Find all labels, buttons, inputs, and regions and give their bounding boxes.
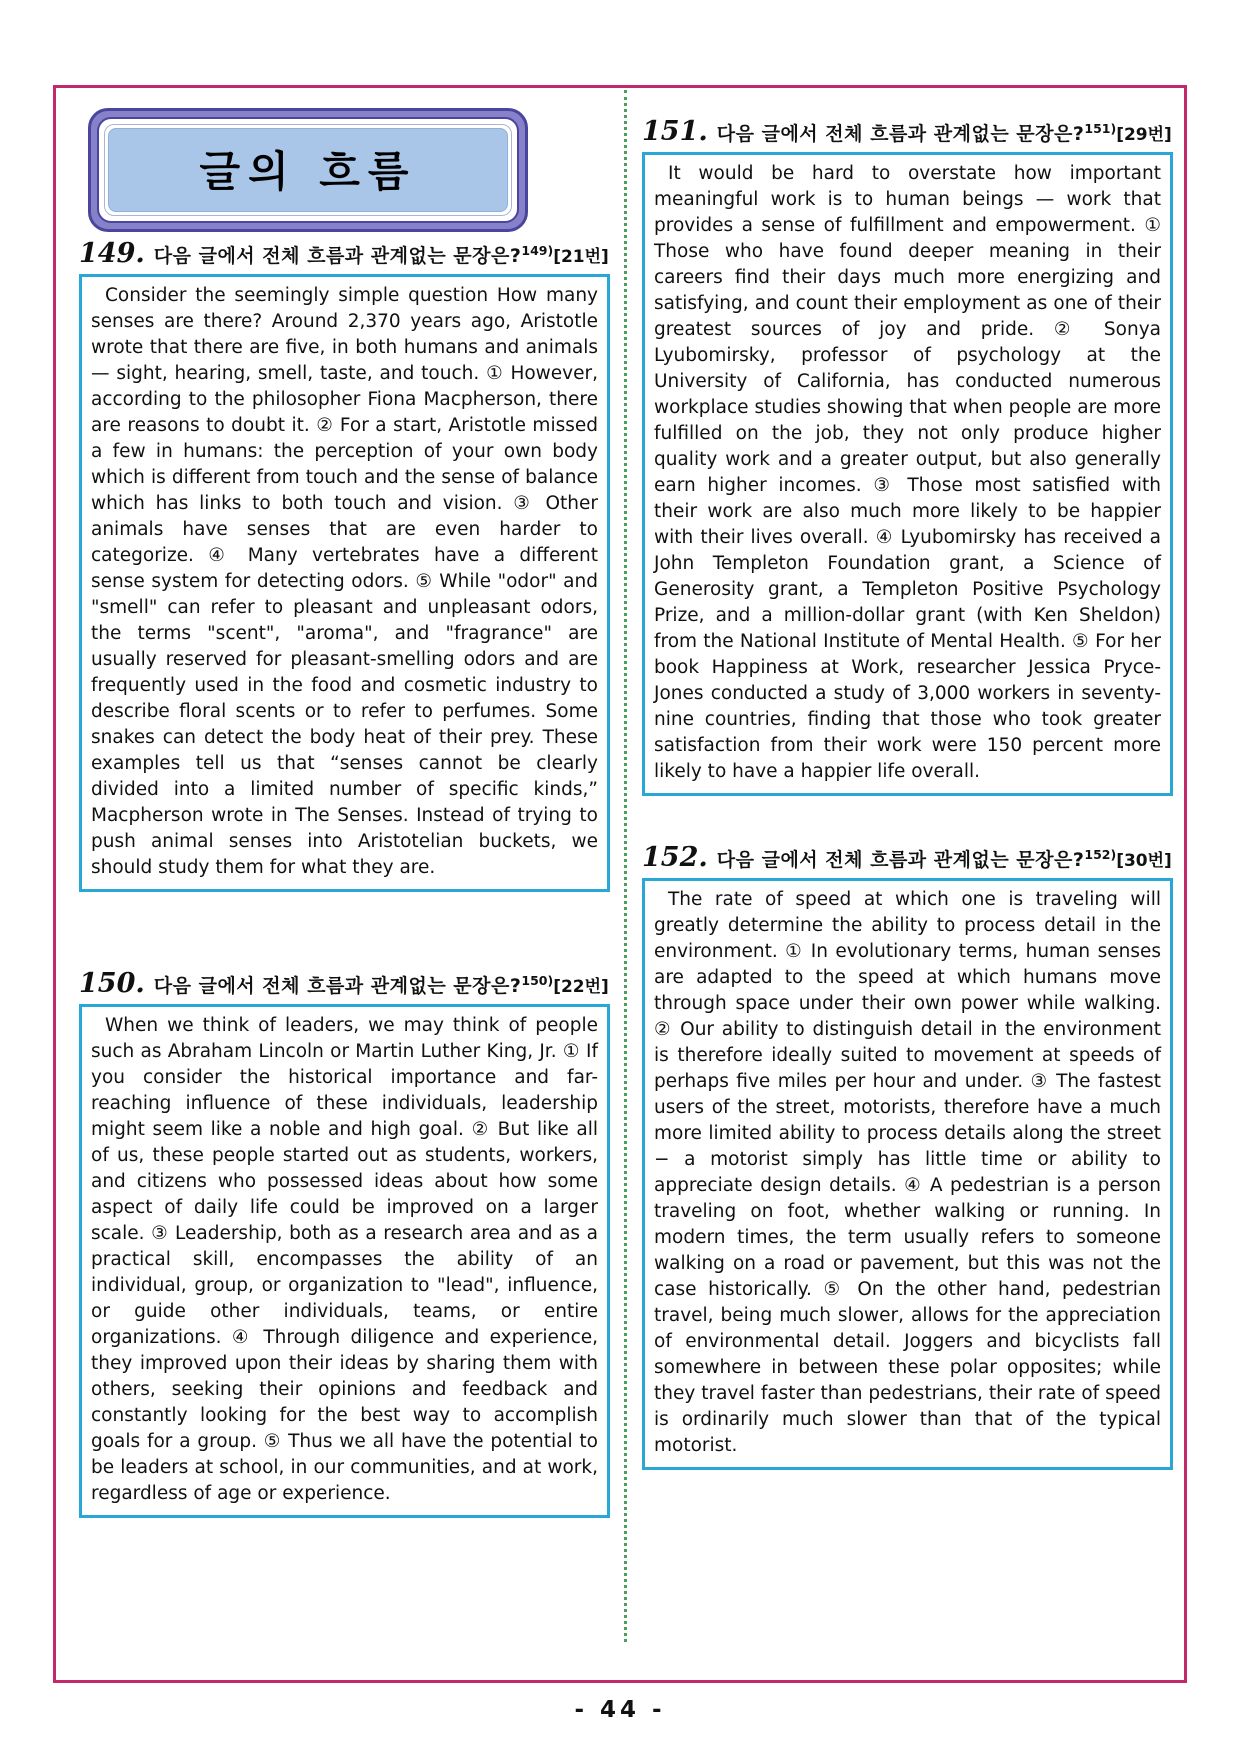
question-header [642,116,1173,147]
question-prompt: 다음 글에서 전체 흐름과 관계없는 문장은? [716,123,1085,145]
question-number: 150. [79,968,145,999]
question-150 [79,968,610,1518]
question-header [79,238,610,269]
question-number: 151. [642,116,708,147]
question-151 [642,116,1173,796]
passage-box [642,152,1173,796]
passage-box [642,878,1173,1470]
title-frame-inner [104,124,512,216]
footnote-marker: 152) [1084,847,1117,862]
title-frame-mid [97,117,519,223]
source-ref: [29번] [1116,125,1172,145]
footnote-marker: 150) [521,973,554,988]
passage-text: The rate of speed at which one is traveling will greatly determine the ability to process detail in the environment. ① In evolutionary terms, human senses are adapted to the speed at which humans move through space under their own power while walking. ② Our ability to distinguish detail in the environment is therefore ideally suited to movement at speeds of perhaps five miles per hour and under. ③ The fastest users of the street, motorists, therefore have a much more limited ability to process details along the street − a motorist simply has little time or ability to appreciate design details. ④ A pedestrian is a person traveling on foot, whether walking or running. In modern times, the term usually refers to someone walking on a road or pavement, but this was not the case historically. ⑤ On the other hand, pedestrian travel, being much slower, allows for the appreciation of environmental detail. Joggers and bicyclists fall somewhere in between these polar opposites; while they travel faster than pedestrians, their rate of speed is ordinarily much slower than that of the typical motorist. [654,889,1161,1456]
page-number: - 44 - [574,1697,666,1723]
question-number: 149. [79,238,145,269]
question-prompt: 다음 글에서 전체 흐름과 관계없는 문장은? [153,245,522,267]
question-number: 152. [642,842,708,873]
question-149 [79,238,610,892]
question-prompt: 다음 글에서 전체 흐름과 관계없는 문장은? [153,975,522,997]
passage-text: When we think of leaders, we may think of people such as Abraham Lincoln or Martin Luther King, Jr. ① If you consider the historical importance and far-reaching influence of these individuals, leadership might seem like a noble and high goal. ② But like all of us, these people started out as students, workers, and citizens who possessed ideas about how some aspect of daily life could be improved on a larger scale. ③ Leadership, both as a research area and as a practical skill, encompasses the ability of an individual, group, or organization to "lead", influence, or guide other individuals, teams, or entire organizations. ④ Through diligence and experience, they improved upon their ideas by sharing them with others, seeking their opinions and feedback and constantly looking for the best way to accomplish goals for a group. ⑤ Thus we all have the potential to be leaders at school, in our communities, and at work, regardless of age or experience. [91,1015,598,1504]
footnote-marker: 151) [1084,121,1117,136]
left-column [79,238,610,1518]
source-ref: [30번] [1116,851,1172,871]
question-header [79,968,610,999]
passage-box [79,1004,610,1518]
title-frame-outer [88,108,528,232]
column-divider [624,90,627,1642]
passage-box [79,274,610,892]
source-ref: [22번] [553,977,609,997]
footnote-marker: 149) [521,243,554,258]
page-title [88,108,528,232]
right-column [642,116,1173,1470]
page-title-text: 글의 흐름 [199,147,417,196]
question-prompt: 다음 글에서 전체 흐름과 관계없는 문장은? [716,849,1085,871]
question-header [642,842,1173,873]
passage-text: It would be hard to overstate how important meaningful work is to human beings — work that provides a sense of fulfillment and empowerment. ① Those who have found deeper meaning in their careers find their days much more energizing and satisfying, and count their employment as one of their greatest sources of joy and pride. ② Sonya Lyubomirsky, professor of psychology at the University of California, has conducted numerous workplace studies showing that when people are more fulfilled on the job, they not only produce higher quality work and a greater output, but also generally earn higher incomes. ③ Those most satisfied with their work are also much more likely to be happier with their lives overall. ④ Lyubomirsky has received a John Templeton Foundation grant, a Science of Generosity grant, a Templeton Positive Psychology Prize, and a million-dollar grant (with Ken Sheldon) from the National Institute of Mental Health. ⑤ For her book Happiness at Work, researcher Jessica Pryce-Jones conducted a study of 3,000 workers in seventy-nine countries, finding that those who took greater satisfaction from their work were 150 percent more likely to have a happier life overall. [654,163,1161,782]
passage-text: Consider the seemingly simple question How many senses are there? Around 2,370 years ago, Aristotle wrote that there are five, in both humans and animals — sight, hearing, smell, taste, and touch. ① However, according to the philosopher Fiona Macpherson, there are reasons to doubt it. ② For a start, Aristotle missed a few in humans: the perception of your own body which is different from touch and the sense of balance which has links to both touch and vision. ③ Other animals have senses that are even harder to categorize. ④ Many vertebrates have a different sense system for detecting odors. ⑤ While "odor" and "smell" can refer to pleasant and unpleasant odors, the terms "scent", "aroma", and "fragrance" are usually reserved for pleasant-smelling odors and are frequently used in the food and cosmetic industry to describe floral scents or to refer to perfumes. Some snakes can detect the body heat of their prey. These examples tell us that “senses cannot be clearly divided into a limited number of specific kinds,” Macpherson wrote in The Senses. Instead of trying to push animal senses into Aristotelian buckets, we should study them for what they are. [91,285,598,878]
question-152 [642,842,1173,1470]
title-plate [108,128,508,212]
source-ref: [21번] [553,247,609,267]
